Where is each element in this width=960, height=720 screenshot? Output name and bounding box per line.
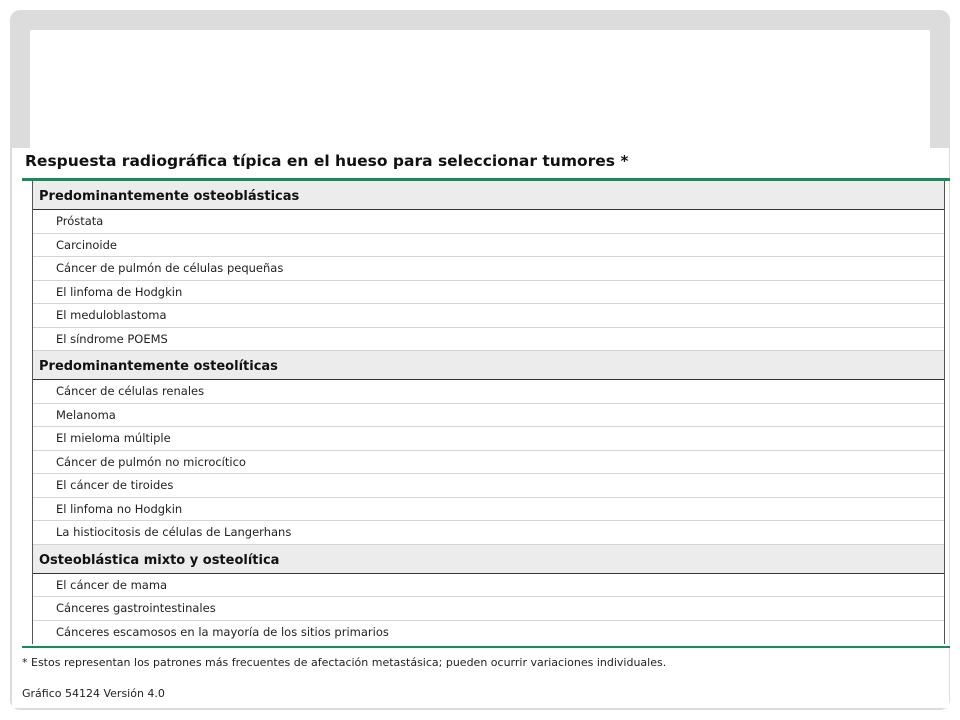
table-row: El meduloblastoma — [33, 304, 944, 328]
table-row: El cáncer de tiroides — [33, 474, 944, 498]
footnote: * Estos representan los patrones más frecuentes de afectación metastásica; pueden ocurrir variaciones individuales. — [22, 656, 667, 669]
bottom-rule — [22, 646, 950, 648]
graphic-version: Gráfico 54124 Versión 4.0 — [22, 687, 165, 700]
table-row: Próstata — [33, 210, 944, 234]
table-row: Cánceres escamosos en la mayoría de los sitios primarios — [56, 624, 389, 639]
table-row: La histiocitosis de células de Langerhans — [33, 521, 944, 545]
section-header: Predominantemente osteolíticas — [33, 351, 944, 380]
table-row: Melanoma — [33, 404, 944, 428]
section-header: Osteoblástica mixto y osteolítica — [33, 545, 944, 574]
table-row: Carcinoide — [33, 234, 944, 258]
slide-blank-area — [30, 30, 930, 150]
table-row: El mieloma múltiple — [33, 427, 944, 451]
table-row: El cáncer de mama — [33, 574, 944, 598]
table-row: El linfoma no Hodgkin — [33, 498, 944, 522]
table-row: Cánceres gastrointestinales — [33, 597, 944, 621]
table-row: Cáncer de pulmón no microcítico — [33, 451, 944, 475]
tumor-table — [32, 181, 945, 644]
table-row: Cáncer de células renales — [33, 380, 944, 404]
table-title: Respuesta radiográfica típica en el hueso para seleccionar tumores * — [25, 152, 629, 170]
section-header: Predominantemente osteoblásticas — [33, 181, 944, 210]
table-row: El linfoma de Hodgkin — [33, 281, 944, 305]
table-row: Cáncer de pulmón de células pequeñas — [33, 257, 944, 281]
table-row: El síndrome POEMS — [33, 328, 944, 352]
document-panel — [12, 148, 949, 708]
